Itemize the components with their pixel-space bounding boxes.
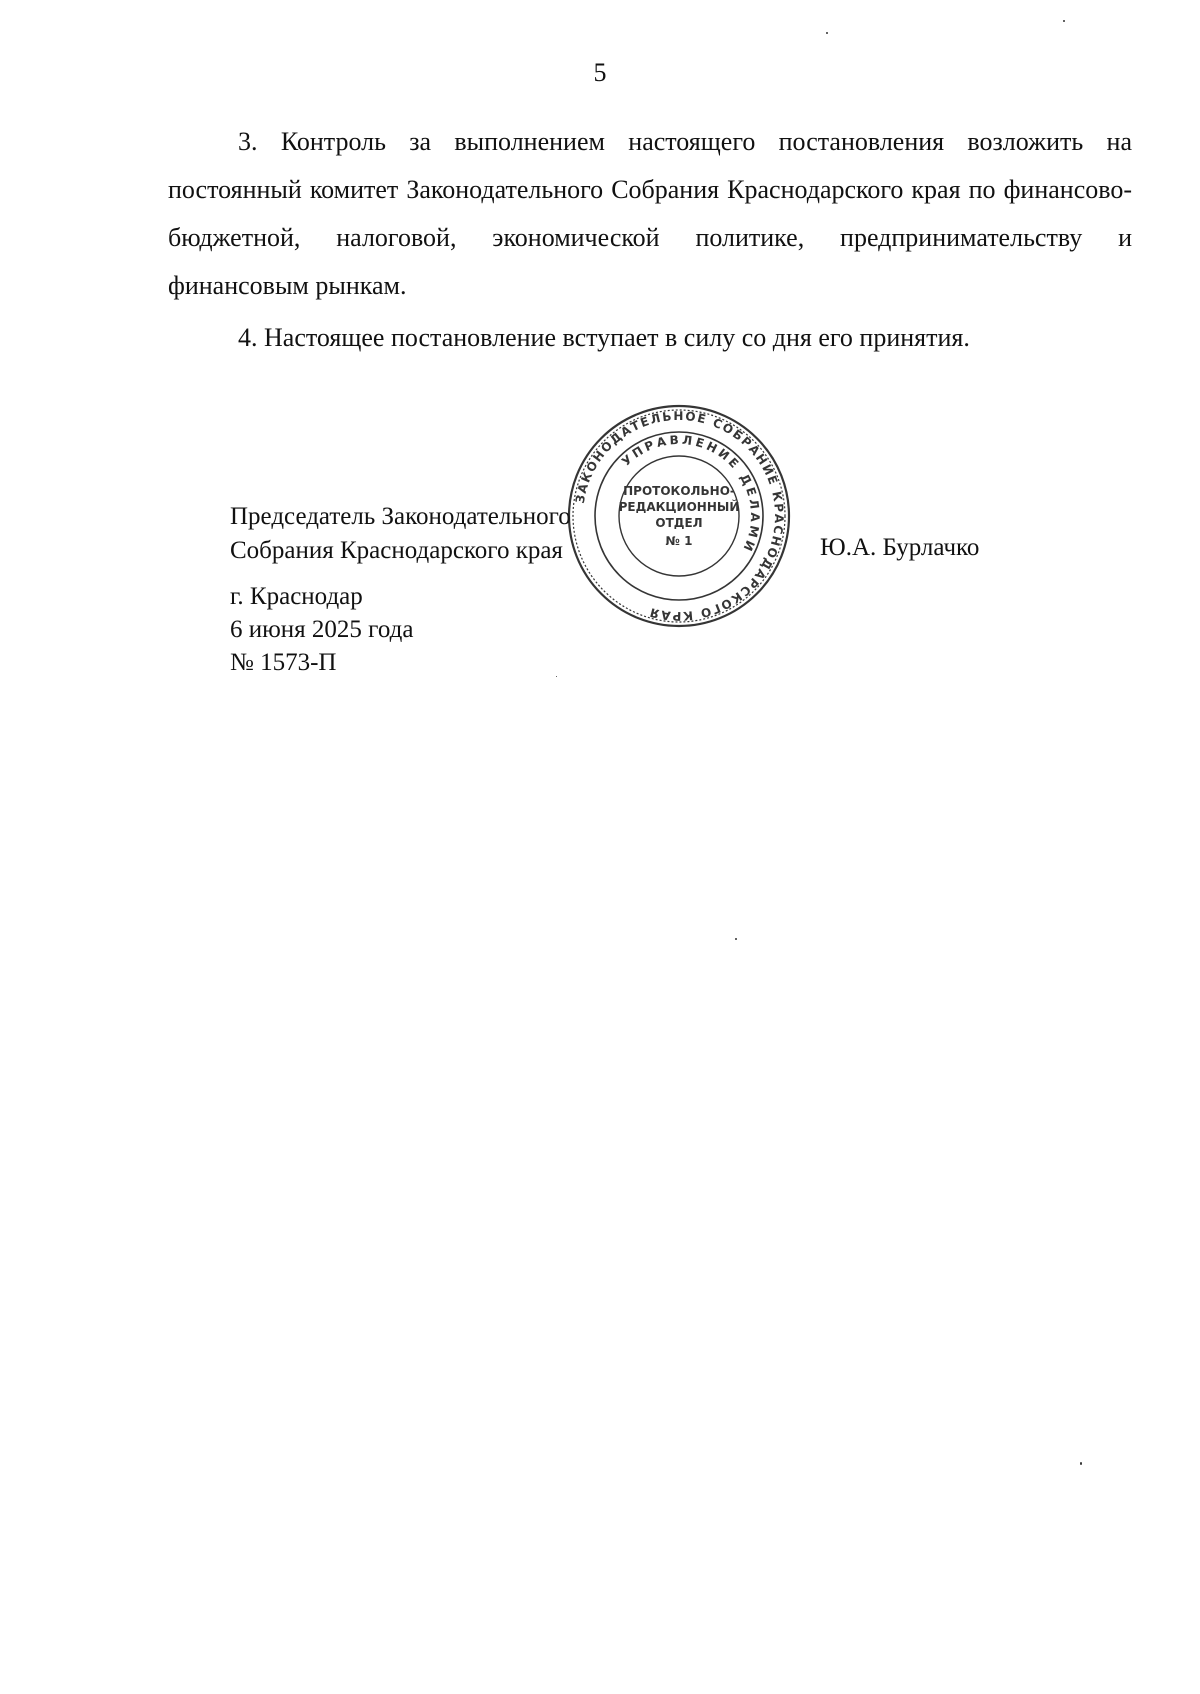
- place-and-date: [230, 580, 413, 679]
- scan-speck: [735, 938, 737, 940]
- official-seal-stamp: [566, 403, 792, 629]
- signatory-title: [230, 500, 571, 568]
- stamp-center-line-2: РЕДАКЦИОННЫЙ: [618, 500, 740, 514]
- signatory-title-line-1: Председатель Законодательного: [230, 503, 571, 530]
- scan-speck: [1063, 20, 1065, 22]
- stamp-outer-text: ЗАКОНОДАТЕЛЬНОЕ СОБРАНИЕ КРАСНОДАРСКОГО КРАЯ: [572, 408, 787, 624]
- signatory-title-line-2: Собрания Краснодарского края: [230, 537, 563, 564]
- stamp-inner-text: УПРАВЛЕНИЕ ДЕЛАМИ: [619, 432, 763, 556]
- stamp-center-line-3: ОТДЕЛ: [655, 516, 703, 530]
- stamp-center-line-4: № 1: [665, 534, 693, 548]
- scan-speck: [1080, 1462, 1082, 1465]
- page-number: 5: [593, 58, 607, 87]
- city: г. Краснодар: [230, 583, 363, 610]
- paragraph-3: 3. Контроль за выполнением настоящего постановления возложить на постоянный комитет Законодательного Собрания Краснодарского края по финансово-бюджетной, налоговой, экономической политике, предпринимательству и финансовым рынкам.: [168, 127, 1132, 300]
- document-body: [168, 118, 1132, 362]
- document-number: № 1573-П: [230, 649, 337, 676]
- signatory-name: Ю.А. Бурлачко: [820, 534, 980, 561]
- stamp-center-line-1: ПРОТОКОЛЬНО-: [623, 484, 735, 498]
- scan-speck: [826, 32, 828, 34]
- document-date: 6 июня 2025 года: [230, 616, 414, 643]
- scan-speck: [556, 676, 557, 677]
- paragraph-4: 4. Настоящее постановление вступает в силу со дня его принятия.: [238, 323, 970, 352]
